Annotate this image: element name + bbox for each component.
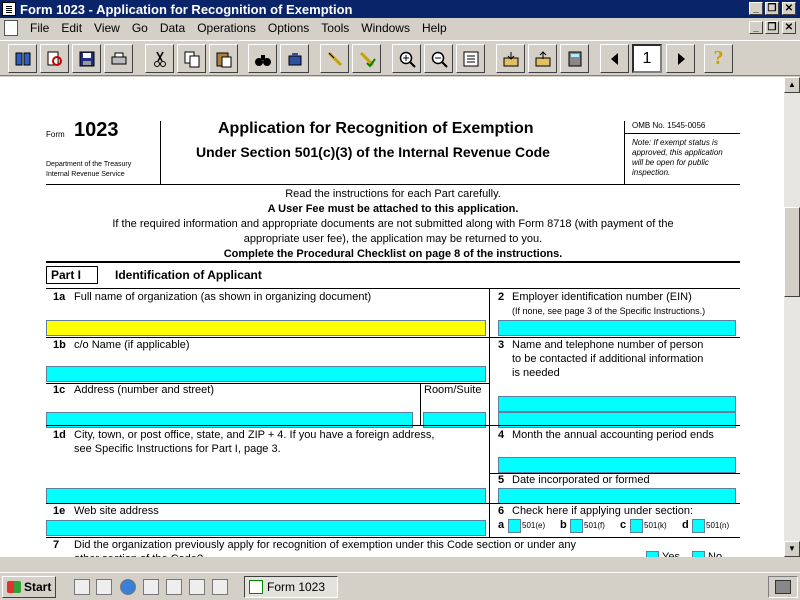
book-icon[interactable]	[8, 44, 37, 73]
list-icon[interactable]	[456, 44, 485, 73]
prev-page-button[interactable]	[600, 44, 629, 73]
system-tray	[768, 576, 798, 598]
print-icon[interactable]	[104, 44, 133, 73]
calculator-icon[interactable]	[560, 44, 589, 73]
omb-number: OMB No. 1545-0056	[632, 121, 706, 130]
checkbox-501f[interactable]	[570, 519, 583, 533]
dept-line-2: Internal Revenue Service	[46, 171, 125, 178]
export-icon[interactable]	[528, 44, 557, 73]
scroll-down-icon[interactable]: ▼	[784, 541, 800, 557]
next-page-button[interactable]	[666, 44, 695, 73]
label-2: Employer identification number (EIN)	[512, 291, 692, 303]
instructions-block: Read the instructions for each Part carefully. A User Fee must be attached to this application. If the required information and appropriate documents are not submitted along with Form 8718 (with payment of the appropriate user fee), the application may be returned to you. Complete the Procedural Checklist on page 8 of the instructions.	[112, 188, 674, 260]
tray-icon[interactable]	[775, 580, 791, 594]
label-1b: c/o Name (if applicable)	[74, 339, 190, 351]
toolbar	[0, 40, 800, 76]
checkbox-501e[interactable]	[508, 519, 521, 533]
doc-restore-button[interactable]: ❐	[765, 21, 779, 34]
ein-field[interactable]	[498, 320, 736, 336]
org-name-field[interactable]	[46, 320, 486, 336]
status-strip	[0, 557, 800, 572]
desktop-icon[interactable]	[74, 579, 90, 595]
quicklaunch-icon[interactable]	[96, 579, 112, 595]
form-task-icon	[249, 580, 263, 594]
calc-icon[interactable]	[320, 44, 349, 73]
document-area: Form 1023 Department of the Treasury Internal Revenue Service Application for Recognition of Exemption Under Section 501(c)(3) of the Internal Revenue Code OMB No. 1545-0056 Note: If exempt status is approved, this application will be open for public inspection. Read the instructions for each Part carefully. A User Fee must be attached to this application. If the required information and appropriate documents are not submitted along with Form 8718 (with payment of the appropriate user fee), the application may be returned to you. Complete the Procedural Checklist on page 8 of the instructions. Part I Identification of Applicant 1a Full name of organization (as shown in organizing document) 2 Employer identification number (EIN) (If none, see page 3 of the Specific Instructions.) 1b c/o Name (if applicable) 3 Name and telephone number of person to be contacted if additional information is needed 1c Address (number and street) Room/Suite 1d City, town, or post office, state, and ZIP + 4. If you have a foreign address, see Specific Instructions for Part I, page 3. 4 Month the annual accounting period ends 5 Date incorporated or formed 1e Web site address 6 Check here if applying under section: a 501(e) b 501(f) c 501(k) d 501(n) 7 Did the organization previously apply for recognition of exemption under this Code section or under any	[0, 77, 784, 557]
note-line-2: approved, this application	[632, 148, 723, 157]
help-icon[interactable]: ?	[704, 44, 733, 73]
doc-minimize-button[interactable]: _	[749, 21, 763, 34]
minimize-button[interactable]: _	[749, 2, 763, 15]
outlook-icon[interactable]	[143, 579, 159, 595]
save-icon[interactable]	[72, 44, 101, 73]
menu-bar	[0, 18, 800, 38]
task-form-1023[interactable]: Form 1023	[244, 576, 338, 598]
section-options: a 501(e) b 501(f) c 501(k) d 501(n)	[498, 519, 730, 531]
taskbar	[0, 572, 800, 600]
doc-close-button[interactable]: ✕	[782, 21, 796, 34]
menu-help[interactable]: Help	[421, 21, 447, 35]
checkbox-501k[interactable]	[630, 519, 643, 533]
form-title: Application for Recognition of Exemption	[218, 120, 534, 137]
date-incorporated-field[interactable]	[498, 488, 736, 504]
note-line-4: inspection.	[632, 168, 671, 177]
label-room: Room/Suite	[424, 384, 482, 396]
title-bar	[0, 0, 800, 18]
zoom-out-icon[interactable]	[424, 44, 453, 73]
city-state-zip-field[interactable]	[46, 488, 486, 504]
form-label: Form	[46, 130, 65, 139]
label-2-sub: (If none, see page 3 of the Specific Instructions.)	[512, 306, 706, 316]
restore-button[interactable]: ❐	[765, 2, 779, 15]
menu-edit[interactable]: Edit	[61, 21, 83, 35]
accounting-month-field[interactable]	[498, 457, 736, 473]
quicklaunch-icon-2[interactable]	[166, 579, 182, 595]
start-button[interactable]: Start	[2, 576, 56, 598]
window-title: Form 1023 - Application for Recognition of Exemption	[20, 1, 353, 17]
part-title: Identification of Applicant	[115, 268, 262, 282]
binoculars-icon[interactable]	[248, 44, 277, 73]
cut-icon[interactable]	[145, 44, 174, 73]
label-1c: Address (number and street)	[74, 384, 215, 396]
windows-logo-icon	[7, 581, 21, 593]
co-name-field[interactable]	[46, 366, 486, 382]
paste-icon[interactable]	[209, 44, 238, 73]
document-icon[interactable]	[4, 20, 18, 36]
ie-icon[interactable]	[120, 579, 136, 595]
vertical-scrollbar[interactable]	[784, 77, 800, 557]
menu-options[interactable]: Options	[267, 21, 310, 35]
note-line-1: Note: If exempt status is	[632, 138, 718, 147]
label-5: Date incorporated or formed	[512, 474, 650, 486]
copy-icon[interactable]	[177, 44, 206, 73]
form-number: 1023	[74, 119, 119, 141]
website-field[interactable]	[46, 520, 486, 536]
part-label: Part I	[46, 266, 98, 284]
calc-check-icon[interactable]	[352, 44, 381, 73]
menu-view[interactable]: View	[94, 21, 120, 35]
menu-file[interactable]: File	[30, 21, 50, 35]
menu-operations[interactable]: Operations	[197, 21, 256, 35]
tools-icon[interactable]	[280, 44, 309, 73]
import-icon[interactable]	[496, 44, 525, 73]
app-icon	[2, 2, 16, 16]
label-6: Check here if applying under section:	[512, 505, 693, 517]
note-line-3: will be open for public	[632, 158, 709, 167]
zoom-in-icon[interactable]	[392, 44, 421, 73]
menu-windows[interactable]: Windows	[361, 21, 410, 35]
close-button[interactable]: ✕	[782, 2, 796, 15]
scroll-up-icon[interactable]: ▲	[784, 77, 800, 93]
label-1e: Web site address	[74, 505, 159, 517]
find-doc-icon[interactable]	[40, 44, 69, 73]
quicklaunch-icon-3[interactable]	[189, 579, 205, 595]
scroll-thumb[interactable]	[784, 207, 800, 297]
dept-line-1: Department of the Treasury	[46, 161, 132, 168]
contact-name-field[interactable]	[498, 396, 736, 412]
form-subtitle: Under Section 501(c)(3) of the Internal Revenue Code	[196, 144, 550, 160]
page-number-field[interactable]: 1	[632, 44, 662, 73]
checkbox-501n[interactable]	[692, 519, 705, 533]
label-1a: Full name of organization (as shown in organizing document)	[74, 291, 372, 303]
label-4: Month the annual accounting period ends	[512, 429, 714, 441]
quicklaunch-icon-4[interactable]	[212, 579, 228, 595]
menu-go[interactable]: Go	[131, 21, 148, 35]
menu-data[interactable]: Data	[159, 21, 186, 35]
menu-tools[interactable]: Tools	[321, 21, 350, 35]
